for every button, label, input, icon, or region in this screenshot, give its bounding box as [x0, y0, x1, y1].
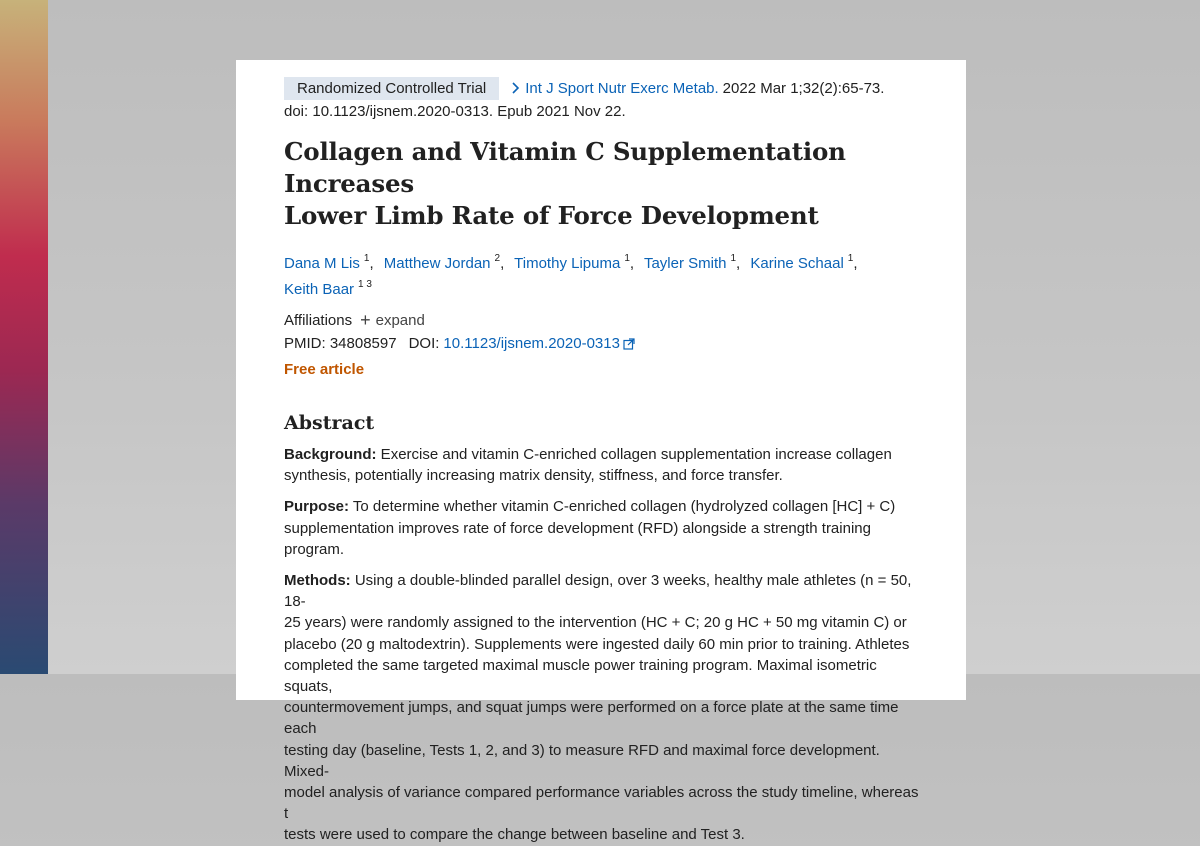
article-title [284, 136, 924, 232]
methods-text-4: completed the same targeted maximal muscle power training program. Maximal isometric squats, [284, 656, 877, 696]
identifiers-row [284, 335, 924, 352]
affiliation-ref[interactable]: 1 [363, 253, 370, 264]
methods-text-6: testing day (baseline, Tests 1, 2, and 3) to measure RFD and maximal force development. Mixed- [284, 741, 880, 780]
methods-text-5: countermovement jumps, and squat jumps were performed on a force plate at the same time each [284, 699, 899, 738]
affiliation-ref[interactable]: 1 [847, 253, 854, 264]
expand-label[interactable]: expand [375, 311, 425, 329]
purpose-text-2: supplementation improves rate of force development (RFD) alongside a strength training program. [284, 519, 871, 558]
background-color-strip [0, 0, 48, 674]
author-list [284, 248, 924, 300]
external-link-icon[interactable] [623, 338, 635, 350]
citation-line [284, 76, 924, 100]
citation-details: 2022 Mar 1;32(2):65-73. [722, 79, 885, 97]
purpose-label: Purpose: [284, 498, 350, 516]
affiliations-row [284, 311, 924, 329]
publication-type-badge: Randomized Controlled Trial [284, 77, 499, 100]
doi-link[interactable]: 10.1123/ijsnem.2020-0313 [443, 335, 620, 352]
author-item [284, 281, 372, 298]
affiliations-label: Affiliations [284, 311, 353, 329]
author-item: Tayler Smith $^1$, [643, 253, 741, 272]
abstract-methods [284, 570, 924, 846]
author-link[interactable]: Tayler Smith [643, 255, 727, 272]
expand-affiliations-button[interactable] [360, 311, 425, 329]
pmid: PMID: 34808597 [284, 335, 397, 352]
author-item: Timothy Lipuma $^1$, [514, 253, 635, 272]
author-link[interactable]: Dana M Lis [284, 255, 360, 272]
affiliation-ref[interactable]: 1 [730, 253, 737, 264]
chevron-right-icon [509, 81, 523, 95]
doi-epub-line: doi: 10.1123/ijsnem.2020-0313. Epub 2021 Nov 22. [284, 103, 626, 120]
free-article-label: Free article [284, 361, 365, 378]
affiliation-ref[interactable]: 2 [494, 253, 501, 264]
author-link[interactable]: Keith Baar [284, 281, 355, 298]
author-item: Karine Schaal $^1$, [750, 253, 858, 272]
purpose-text-1: To determine whether vitamin C-enriched collagen (hydrolyzed collagen [HC] + C) [349, 498, 896, 516]
background-text-2: synthesis, potentially increasing matrix density, stiffness, and force transfer. [284, 467, 783, 485]
author-link[interactable]: Timothy Lipuma [514, 255, 621, 272]
journal-name[interactable]: Int J Sport Nutr Exerc Metab. [525, 79, 719, 97]
methods-text-3: placebo (20 g maltodextrin). Supplements were ingested daily 60 min prior to training. Athletes [284, 635, 910, 653]
doi-label: DOI: [408, 335, 440, 352]
methods-text-7: model analysis of variance compared performance variables across the study timeline, whereas t [284, 784, 919, 823]
background-text-1: Exercise and vitamin C-enriched collagen supplementation increase collagen [376, 446, 892, 463]
author-item: Matthew Jordan $^2$, [383, 253, 505, 272]
methods-label: Methods: [284, 572, 351, 590]
article-card [236, 60, 966, 844]
plus-icon: + [360, 310, 371, 330]
author-link[interactable]: Matthew Jordan [383, 255, 491, 272]
methods-text-2: 25 years) were randomly assigned to the intervention (HC + C; 20 g HC + 50 mg vitamin C) or [284, 614, 907, 632]
author-link[interactable]: Karine Schaal [750, 255, 844, 272]
title-line-2: Lower Limb Rate of Force Development [284, 201, 819, 230]
title-line-1: Collagen and Vitamin C Supplementation Increases [284, 137, 846, 198]
background-label: Background: [284, 446, 377, 463]
affiliation-ref[interactable]: 1 [624, 253, 630, 264]
methods-text-8: tests were used to compare the change between baseline and Test 3. [284, 826, 745, 844]
abstract-heading: Abstract [284, 412, 375, 434]
affiliation-ref[interactable]: 1 3 [358, 279, 372, 290]
methods-text-1: Using a double-blinded parallel design, over 3 weeks, healthy male athletes (n = 50, 18- [284, 572, 912, 611]
journal-link[interactable] [509, 80, 718, 97]
abstract-background [284, 444, 924, 486]
article-content [284, 76, 924, 846]
abstract-purpose [284, 496, 924, 560]
author-item: Dana M Lis $^1$, [284, 253, 374, 272]
